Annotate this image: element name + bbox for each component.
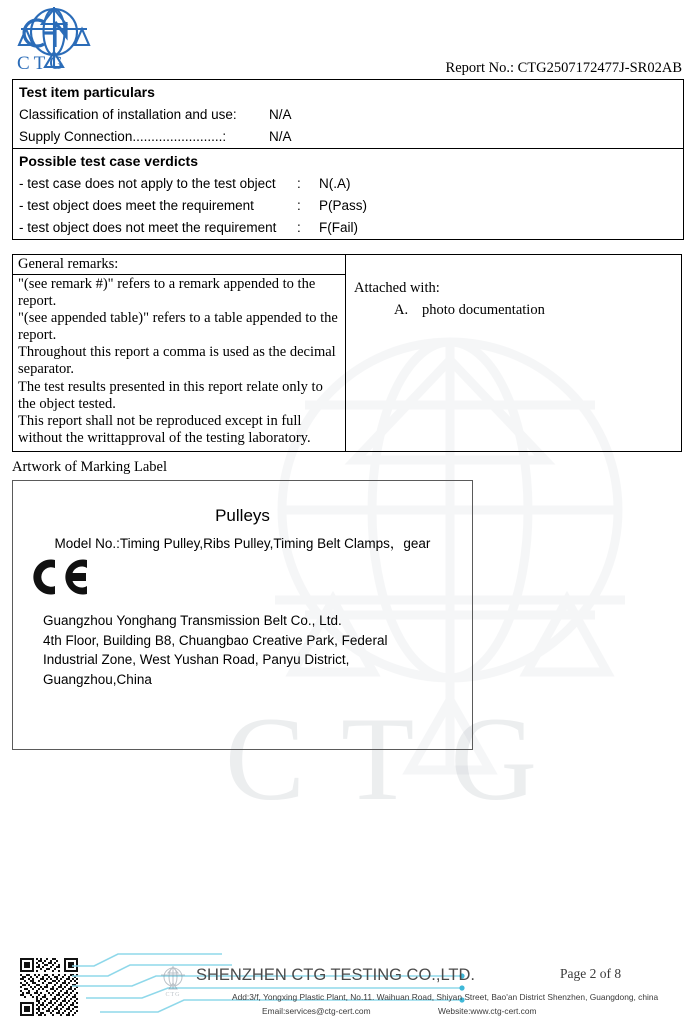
table-row — [13, 217, 683, 239]
remark-line: Throughout this report a comma is used as the decimal separator. — [18, 344, 336, 378]
possible-verdicts-heading: Possible test case verdicts — [19, 153, 198, 169]
general-remarks-cell — [13, 255, 346, 451]
test-item-particulars-heading: Test item particulars — [19, 84, 155, 100]
footer-ctg-logo-icon — [156, 963, 190, 997]
report-number — [446, 60, 682, 77]
attached-with-cell — [346, 255, 681, 451]
ce-marking-icon — [31, 556, 93, 598]
report-number-value: CTG2507172477J-SR02AB — [517, 60, 682, 76]
verdict-value: F(Fail) — [319, 220, 358, 235]
page-footer — [0, 930, 694, 1024]
supply-connection-value: N/A — [269, 129, 292, 144]
footer-company-name: SHENZHEN CTG TESTING CO.,LTD. — [196, 966, 475, 984]
list-item — [394, 301, 681, 320]
test-item-particulars-section — [13, 80, 683, 149]
table-row — [13, 195, 683, 217]
artwork-caption: Artwork of Marking Label — [12, 459, 168, 475]
address-line: 4th Floor, Building B8, Chuangbao Creative Park, Federal — [43, 632, 388, 648]
attached-with-heading: Attached with: — [354, 280, 440, 296]
verdict-value: N(.A) — [319, 176, 351, 191]
marking-label-title: Pulleys — [215, 506, 270, 525]
verdict-value: P(Pass) — [319, 198, 368, 213]
table-row — [13, 126, 683, 148]
attachment-marker: A. — [394, 302, 409, 318]
logo-wordmark: CTG — [17, 53, 67, 74]
marking-label-model: Model No.:Timing Pulley,Ribs Pulley,Timing Belt Clamps，gear — [54, 536, 431, 551]
verdict-label: - test object does meet the requirement — [19, 198, 254, 213]
test-particulars-table — [12, 79, 684, 240]
remark-line: "(see remark #)" refers to a remark appended to the report. — [18, 276, 316, 310]
verdict-colon: : — [297, 176, 301, 191]
table-row — [13, 173, 683, 195]
page-number: Page 2 of 8 — [560, 966, 622, 981]
table-row — [13, 104, 683, 126]
address-line: Guangzhou,China — [43, 671, 152, 687]
attachment-text: photo documentation — [422, 302, 545, 318]
watermark-text: CTG — [225, 692, 573, 825]
report-number-label: Report No.: — [445, 60, 515, 76]
possible-verdicts-section — [13, 149, 683, 239]
remark-line: This report shall not be reproduced except in full without the writtapproval of the testing laboratory. — [18, 412, 311, 446]
footer-website: Website:www.ctg-cert.com — [438, 1006, 537, 1016]
marking-label-box — [12, 480, 473, 750]
general-remarks-table — [12, 254, 682, 452]
footer-address: Add:3/f, Yongxing Plastic Plant, No.11. Waihuan Road, Shiyan Street, Bao'an District Shenzhen, Guangdong, china — [232, 992, 659, 1002]
verdict-colon: : — [297, 198, 301, 213]
address-line: Industrial Zone, West Yushan Road, Panyu District, — [43, 652, 350, 667]
svg-text:CTG: CTG — [165, 992, 181, 997]
qr-code-icon — [20, 958, 78, 1016]
verdict-label: - test object does not meet the requirement — [19, 220, 277, 235]
footer-contact — [262, 1006, 662, 1016]
general-remarks-heading: General remarks: — [13, 255, 345, 275]
remark-line: "(see appended table)" refers to a table appended to the report. — [18, 310, 338, 344]
remark-line: The test results presented in this report relate only to the object tested. — [18, 378, 323, 412]
general-remarks-body — [13, 275, 345, 447]
supply-connection-label: Supply Connection........................: — [19, 129, 227, 144]
classification-value: N/A — [269, 107, 292, 122]
address-line: Guangzhou Yonghang Transmission Belt Co., Ltd. — [43, 613, 342, 628]
classification-label: Classification of installation and use: — [19, 107, 237, 122]
verdict-label: - test case does not apply to the test object — [19, 176, 276, 191]
verdict-colon: : — [297, 220, 301, 235]
manufacturer-address — [43, 611, 458, 689]
footer-email: Email:services@ctg-cert.com — [262, 1006, 371, 1016]
